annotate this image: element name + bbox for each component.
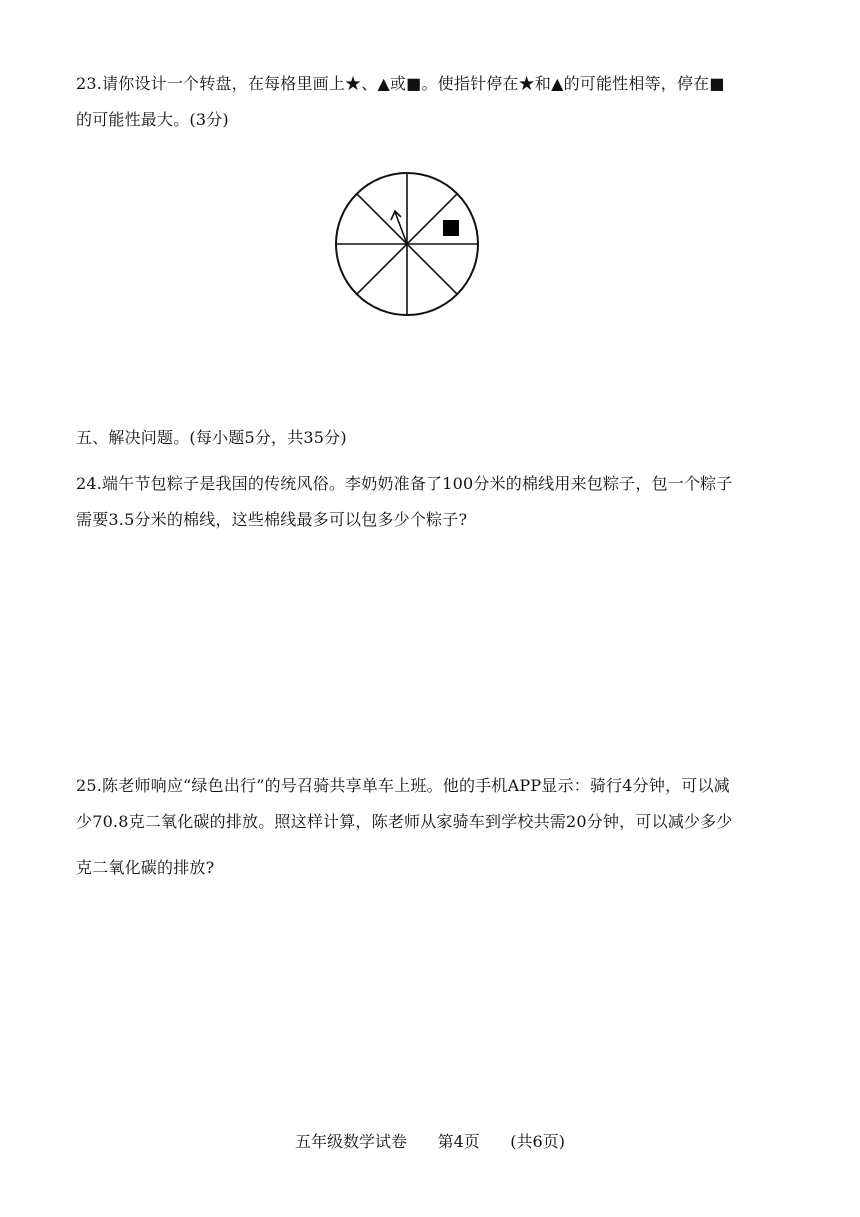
- q25-text-line-3: 克二氧化碳的排放?: [76, 858, 215, 877]
- q24-text-line-2: 需要3.5分米的棉线，这些棉线最多可以包多少个粽子?: [76, 510, 468, 529]
- q23-text-line-1: 23.请你设计一个转盘，在每格里画上★、▲或■。使指针停在★和▲的可能性相等，停在■: [76, 74, 725, 93]
- q23-text-line-2: 的可能性最大。(3分): [76, 110, 229, 129]
- black-square-icon: [443, 220, 459, 236]
- arrow-pointer-icon: [391, 211, 407, 244]
- page-footer: [0, 1132, 860, 1152]
- q25-text-line-1: 25.陈老师响应“绿色出行”的号召骑共享单车上班。他的手机APP显示：骑行4分钟，可以减: [76, 776, 730, 795]
- q25-text-line-2: 少70.8克二氧化碳的排放。照这样计算，陈老师从家骑车到学校共需20分钟，可以减少多少: [76, 812, 733, 831]
- section-5-heading: 五、解决问题。(每小题5分，共35分): [76, 428, 347, 447]
- footer-total-pages: (共6页): [510, 1132, 565, 1151]
- q24-text-line-1: 24.端午节包粽子是我国的传统风俗。李奶奶准备了100分米的棉线用来包粽子，包一个粽子: [76, 474, 733, 493]
- footer-exam-title: 五年级数学试卷: [295, 1132, 408, 1151]
- footer-page-number: 第4页: [437, 1132, 480, 1151]
- spinner-diagram: [333, 170, 481, 318]
